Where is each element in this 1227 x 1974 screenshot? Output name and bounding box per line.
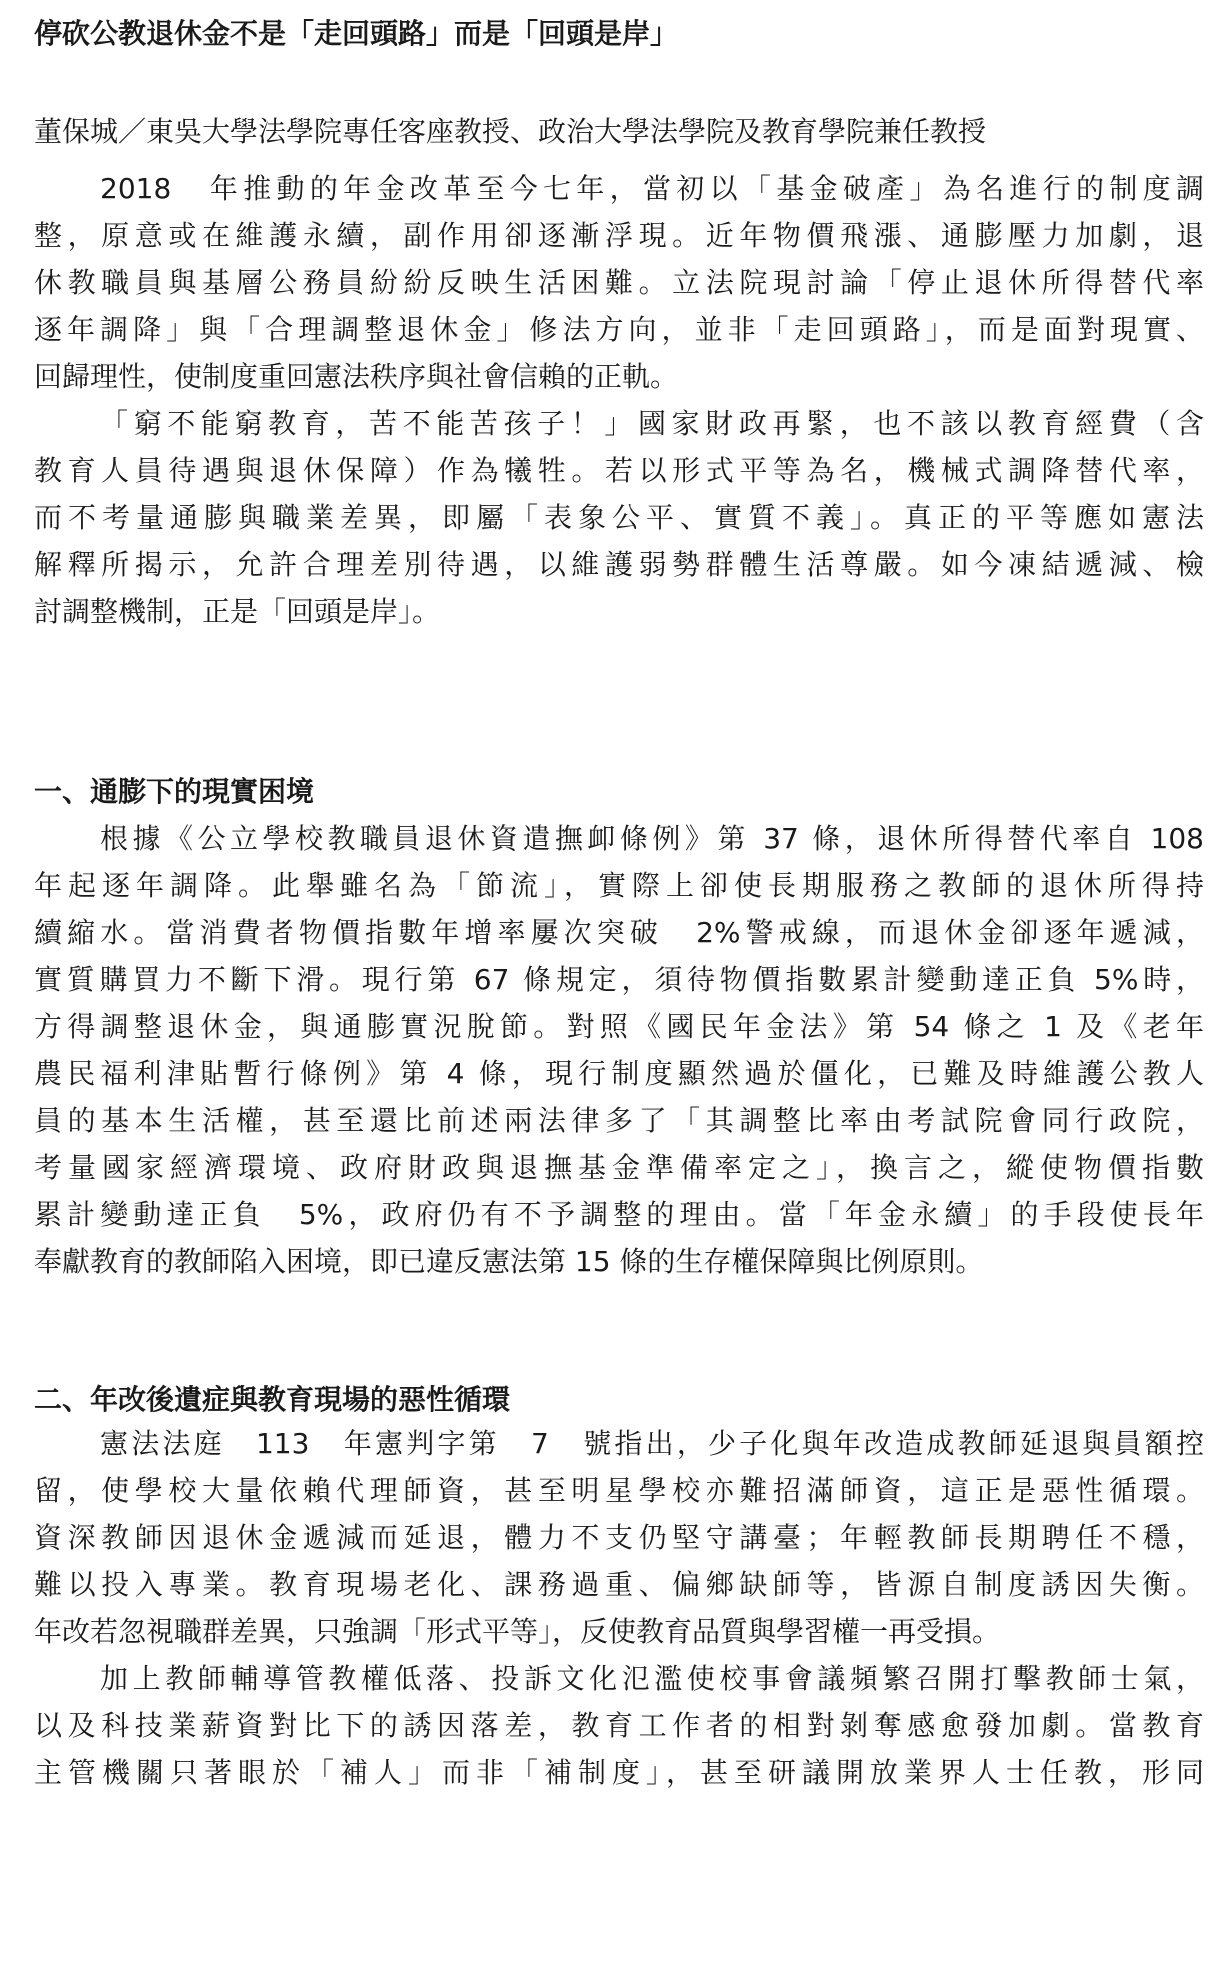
text-line: 難以投入專業。教育現場老化、課務過重、偏鄉缺師等，皆源自制度誘因失衡。: [34, 1568, 1204, 1601]
text-line: 農民福利津貼暫行條例》第 4 條，現行制度顯然過於僵化，已難及時維護公教人: [34, 1057, 1204, 1090]
section-1-heading: 一、通膨下的現實困境: [34, 775, 315, 808]
text-line: 而不考量通膨與職業差異，即屬「表象公平、實質不義」。真正的平等應如憲法: [34, 501, 1204, 534]
text-line: 累計變動達正負 5%，政府仍有不予調整的理由。當「年金永續」的手段使長年: [34, 1198, 1204, 1231]
text-line: 回歸理性，使制度重回憲法秩序與社會信賴的正軌。: [34, 360, 679, 393]
text-line: 奉獻教育的教師陷入困境，即已違反憲法第 15 條的生存權保障與比例原則。: [34, 1245, 984, 1278]
text-line: 憲法法庭 113 年憲判字第 7 號指出，少子化與年改造成教師延退與員額控: [100, 1427, 1204, 1460]
text-line: 2018 年推動的年金改革至今七年，當初以「基金破產」為名進行的制度調: [100, 172, 1204, 205]
text-line: 整，原意或在維護永續，副作用卻逐漸浮現。近年物價飛漲、通膨壓力加劇，退: [34, 219, 1204, 252]
text-line: 「窮不能窮教育，苦不能苦孩子！」國家財政再緊，也不該以教育經費（含: [100, 407, 1204, 440]
text-line: 年起逐年調降。此舉雖名為「節流」，實際上卻使長期服務之教師的退休所得持: [34, 869, 1204, 902]
section-2-paragraph-1: [34, 1420, 1204, 1655]
text-line: 逐年調降」與「合理調整退休金」修法方向，並非「走回頭路」，而是面對現實、: [34, 313, 1204, 346]
text-line: 年改若忽視職群差異，只強調「形式平等」，反使教育品質與學習權一再受損。: [34, 1615, 1001, 1648]
text-line: 解釋所揭示，允許合理差別待遇，以維護弱勢群體生活尊嚴。如今凍結遞減、檢: [34, 548, 1204, 581]
text-line: 以及科技業薪資對比下的誘因落差，教育工作者的相對剝奪感愈發加劇。當教育: [34, 1709, 1204, 1742]
text-line: 加上教師輔導管教權低落、投訴文化氾濫使校事會議頻繁召開打擊教師士氣，: [100, 1662, 1204, 1695]
text-line: 主管機關只著眼於「補人」而非「補制度」，甚至研議開放業界人士任教，形同: [34, 1756, 1204, 1789]
intro-paragraph-1: [34, 165, 1204, 400]
text-line: 休教職員與基層公務員紛紛反映生活困難。立法院現討論「停止退休所得替代率: [34, 266, 1204, 299]
text-line: 考量國家經濟環境、政府財政與退撫基金準備率定之」，換言之，縱使物價指數: [34, 1151, 1204, 1184]
article-title: 停砍公教退休金不是「走回頭路」而是「回頭是岸」: [34, 17, 679, 50]
text-line: 資深教師因退休金遞減而延退，體力不支仍堅守講臺；年輕教師長期聘任不穩，: [34, 1521, 1204, 1554]
intro-paragraph-2: [34, 400, 1204, 635]
text-line: 討調整機制，正是「回頭是岸」。: [34, 595, 441, 628]
section-2-heading: 二、年改後遺症與教育現場的惡性循環: [34, 1383, 511, 1416]
text-line: 教育人員待遇與退休保障）作為犧牲。若以形式平等為名，機械式調降替代率，: [34, 454, 1204, 487]
section-2-paragraph-2: [34, 1655, 1204, 1796]
text-line: 實質購買力不斷下滑。現行第 67 條規定，須待物價指數累計變動達正負 5%時，: [34, 963, 1204, 996]
section-1-paragraph: [34, 815, 1204, 1285]
text-line: 員的基本生活權，甚至還比前述兩法律多了「其調整比率由考試院會同行政院，: [34, 1104, 1204, 1137]
text-line: 留，使學校大量依賴代理師資，甚至明星學校亦難招滿師資，這正是惡性循環。: [34, 1474, 1204, 1507]
text-line: 續縮水。當消費者物價指數年增率屢次突破 2%警戒線，而退休金卻逐年遞減，: [34, 916, 1204, 949]
text-line: 方得調整退休金，與通膨實況脫節。對照《國民年金法》第 54 條之 1 及《老年: [34, 1010, 1204, 1043]
text-line: 根據《公立學校教職員退休資遣撫卹條例》第 37 條，退休所得替代率自 108: [100, 822, 1204, 855]
author-byline: 董保城／東吳大學法學院專任客座教授、政治大學法學院及教育學院兼任教授: [34, 115, 987, 148]
